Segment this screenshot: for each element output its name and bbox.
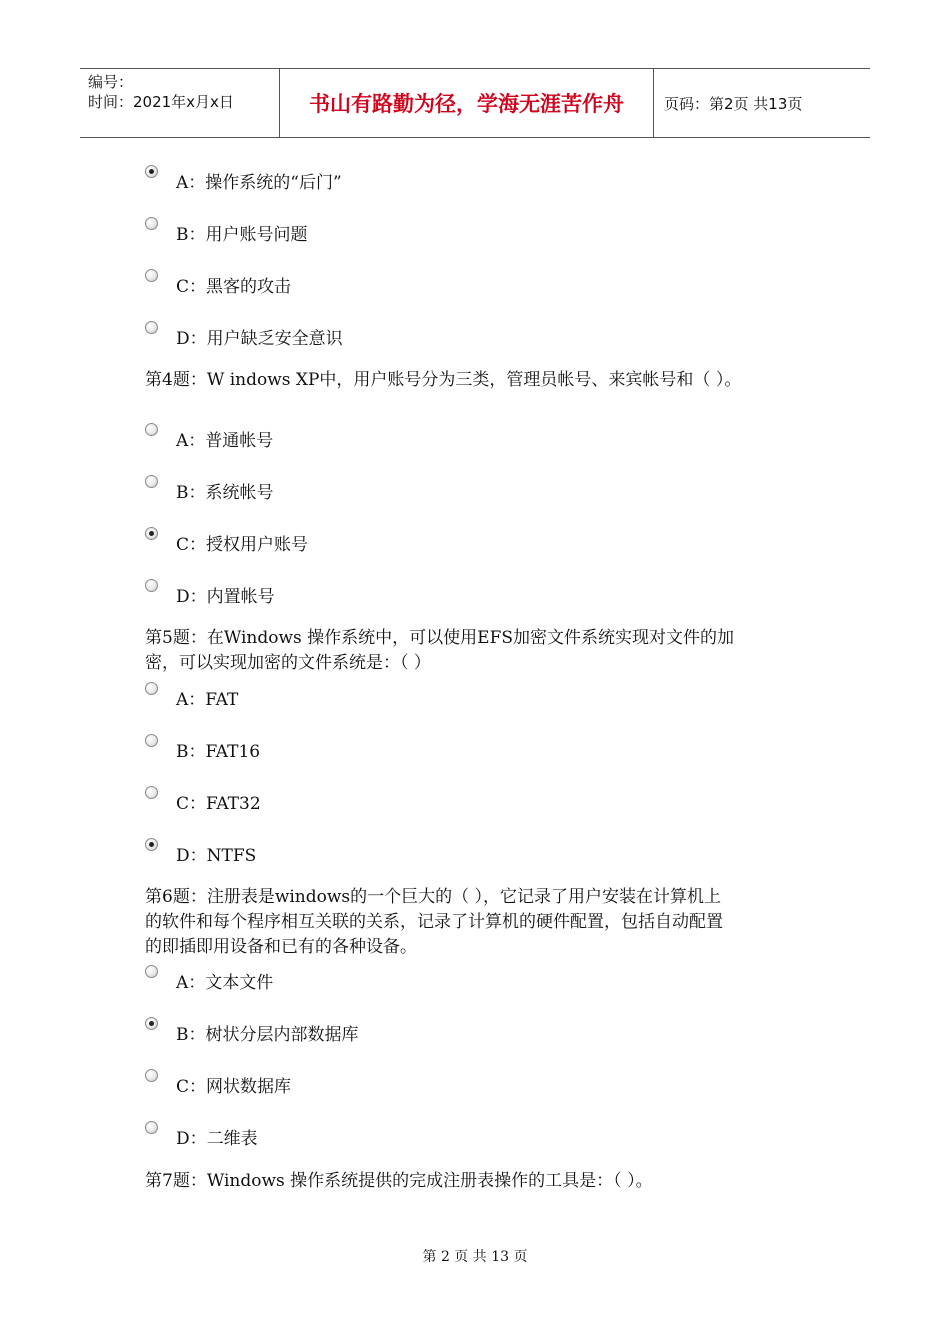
radio-icon[interactable] (145, 734, 158, 747)
option-label: C：黑客的攻击 (176, 277, 292, 297)
q4-question: 第4题：W indows XP中，用户账号分为三类，管理员帐号、来宾帐号和（ ）。 (145, 370, 742, 390)
radio-icon[interactable] (145, 682, 158, 695)
option-label: C：授权用户账号 (176, 535, 309, 555)
q5-option-d[interactable] (145, 841, 256, 867)
q5-option-b[interactable] (145, 737, 260, 763)
option-label: A：操作系统的“后门” (176, 173, 342, 193)
time-label: 时间：2021年x月x日 (88, 93, 234, 111)
radio-icon[interactable] (145, 165, 158, 178)
radio-icon[interactable] (145, 217, 158, 230)
option-label: B：FAT16 (176, 742, 261, 762)
option-label: A：FAT (176, 690, 239, 710)
radio-icon[interactable] (145, 1069, 158, 1082)
q5-line-1: 第5题：在Windows 操作系统中，可以使用EFS加密文件系统实现对文件的加 (145, 628, 735, 648)
q4-option-d[interactable] (145, 582, 275, 608)
q6-line-3: 的即插即用设备和已有的各种设备。 (145, 937, 417, 957)
q6-option-b[interactable] (145, 1020, 359, 1046)
radio-icon[interactable] (145, 269, 158, 282)
option-label: B：用户账号问题 (176, 225, 308, 245)
option-label: D：二维表 (176, 1129, 258, 1149)
q5-question (145, 626, 815, 676)
radio-icon[interactable] (145, 786, 158, 799)
header-meta (80, 69, 280, 137)
radio-icon[interactable] (145, 527, 158, 540)
header-page-info: 页码：第2页 共13页 (664, 94, 803, 113)
q6-option-c[interactable] (145, 1072, 291, 1098)
radio-icon[interactable] (145, 423, 158, 436)
q6-option-d[interactable] (145, 1124, 258, 1150)
page-header (80, 68, 870, 138)
q3-option-d[interactable] (145, 324, 343, 350)
option-label: B：树状分层内部数据库 (176, 1025, 359, 1045)
q3-option-b[interactable] (145, 220, 308, 246)
option-label: A：文本文件 (176, 973, 274, 993)
header-motto: 书山有路勤为径，学海无涯苦作舟 (280, 69, 654, 137)
radio-icon[interactable] (145, 1121, 158, 1134)
radio-icon[interactable] (145, 475, 158, 488)
q6-line-2: 的软件和每个程序相互关联的关系，记录了计算机的硬件配置，包括自动配置 (145, 912, 723, 932)
q7-question: 第7题：Windows 操作系统提供的完成注册表操作的工具是：（ ）。 (145, 1171, 653, 1191)
q4-option-c[interactable] (145, 530, 308, 556)
option-label: C：FAT32 (176, 794, 261, 814)
option-label: B：系统帐号 (176, 483, 274, 503)
page-footer: 第 2 页 共 13 页 (422, 1249, 528, 1265)
option-label: A：普通帐号 (176, 431, 274, 451)
radio-icon[interactable] (145, 965, 158, 978)
option-label: D：NTFS (176, 846, 257, 866)
radio-icon[interactable] (145, 579, 158, 592)
q4-option-a[interactable] (145, 426, 273, 452)
q5-option-a[interactable] (145, 685, 238, 711)
q3-option-a[interactable] (145, 168, 342, 194)
radio-icon[interactable] (145, 1017, 158, 1030)
q3-option-c[interactable] (145, 272, 291, 298)
number-label: 编号： (88, 73, 134, 91)
q4-option-b[interactable] (145, 478, 274, 504)
q6-option-a[interactable] (145, 968, 273, 994)
q5-line-2: 密，可以实现加密的文件系统是：（ ） (145, 653, 431, 673)
radio-icon[interactable] (145, 838, 158, 851)
option-label: D：内置帐号 (176, 587, 275, 607)
q6-line-1: 第6题：注册表是windows的一个巨大的（ ），它记录了用户安装在计算机上 (145, 887, 722, 907)
option-label: D：用户缺乏安全意识 (176, 329, 343, 349)
radio-icon[interactable] (145, 321, 158, 334)
q5-option-c[interactable] (145, 789, 261, 815)
q6-question (145, 885, 815, 960)
option-label: C：网状数据库 (176, 1077, 292, 1097)
